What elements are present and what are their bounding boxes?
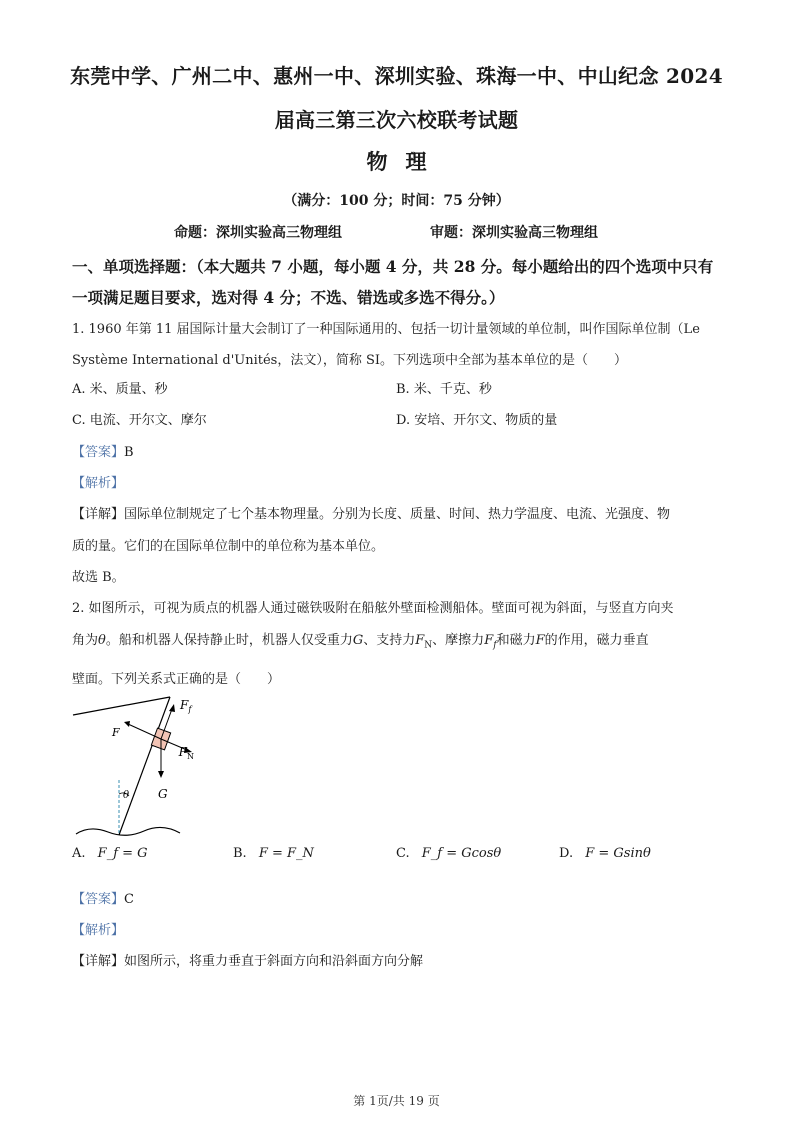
q1-stem-line2: Système International d'Unités，法文），简称 SI。下列选项中全部为基本单位的是（ ）: [72, 353, 628, 368]
arrow-F-head: [124, 721, 130, 727]
label-F: F: [112, 726, 120, 739]
arrow-Ff-head: [169, 704, 175, 712]
exam-title-line1: 东莞中学、广州二中、惠州一中、深圳实验、珠海一中、中山纪念 2024: [70, 64, 723, 88]
arrow-G-head: [158, 771, 164, 778]
water-wave: [76, 827, 180, 835]
label-G: G: [158, 787, 168, 801]
reviewer-line: 审题：深圳实验高三物理组: [430, 225, 598, 241]
q2-option-d: D. F = Gsinθ: [559, 846, 651, 861]
q2-answer: 【答案】C: [72, 892, 134, 907]
label-FN: $F_N$: [178, 745, 194, 761]
q2-option-a: A. F_f = G: [72, 846, 148, 861]
q2-figure: [68, 692, 198, 840]
page-footer: 第 1页/共 19 页: [353, 1094, 440, 1108]
subject-title: 物理: [366, 149, 445, 174]
label-theta: θ: [123, 790, 130, 801]
exam-title-line2: 届高三第三次六校联考试题: [274, 108, 519, 132]
q2-stem-line1: 2. 如图所示，可视为质点的机器人通过磁铁吸附在船舷外壁面检测船体。壁面可视为斜面，与竖直方向夹: [72, 601, 674, 616]
q1-option-a: A. 米、质量、秒: [72, 382, 168, 397]
q1-option-b: B. 米、千克、秒: [396, 382, 492, 397]
score-time: （满分：100 分；时间：75 分钟）: [283, 193, 510, 209]
q2-stem-line2: 角为θ。船和机器人保持静止时，机器人仅受重力G、支持力$F_N$、摩擦力$F_f$和磁力F的作用，磁力垂直: [72, 633, 649, 651]
q2-option-b: B. F = F_N: [233, 846, 314, 861]
q1-detail-line2: 质的量。它们的在国际单位制中的单位称为基本单位。: [72, 539, 385, 554]
q1-detail-line1: 【详解】国际单位制规定了七个基本物理量。分别为长度、质量、时间、热力学温度、电流、光强度、物: [72, 507, 671, 522]
section-heading-line2: 一项满足题目要求，选对得 4 分；不选、错选或多选不得分。）: [72, 288, 505, 307]
label-Ff: $F_f$: [180, 698, 192, 714]
q1-option-d: D. 安培、开尔文、物质的量: [396, 413, 558, 428]
q1-answer: 【答案】B: [72, 445, 134, 460]
q2-detail-line1: 【详解】如图所示，将重力垂直于斜面方向和沿斜面方向分解: [72, 954, 424, 969]
q1-option-c: C. 电流、开尔文、摩尔: [72, 413, 207, 428]
author-line: 命题：深圳实验高三物理组: [174, 225, 342, 241]
q1-analysis: 【解析】: [72, 476, 125, 491]
section-heading-line1: 一、单项选择题：（本大题共 7 小题，每小题 4 分，共 28 分。每小题给出的四个选项中只有: [72, 257, 714, 276]
hull-wall-line: [119, 697, 170, 835]
q1-conclusion: 故选 B。: [72, 570, 125, 585]
q2-analysis: 【解析】: [72, 923, 125, 938]
q1-stem-line1: 1. 1960 年第 11 届国际计量大会制订了一种国际通用的、包括一切计量领域的单位制，叫作国际单位制（Le: [72, 322, 700, 337]
hull-top-line: [73, 697, 170, 715]
q2-option-c: C. F_f = Gcosθ: [396, 846, 502, 861]
q2-stem-line3: 壁面。下列关系式正确的是（ ）: [72, 672, 281, 687]
